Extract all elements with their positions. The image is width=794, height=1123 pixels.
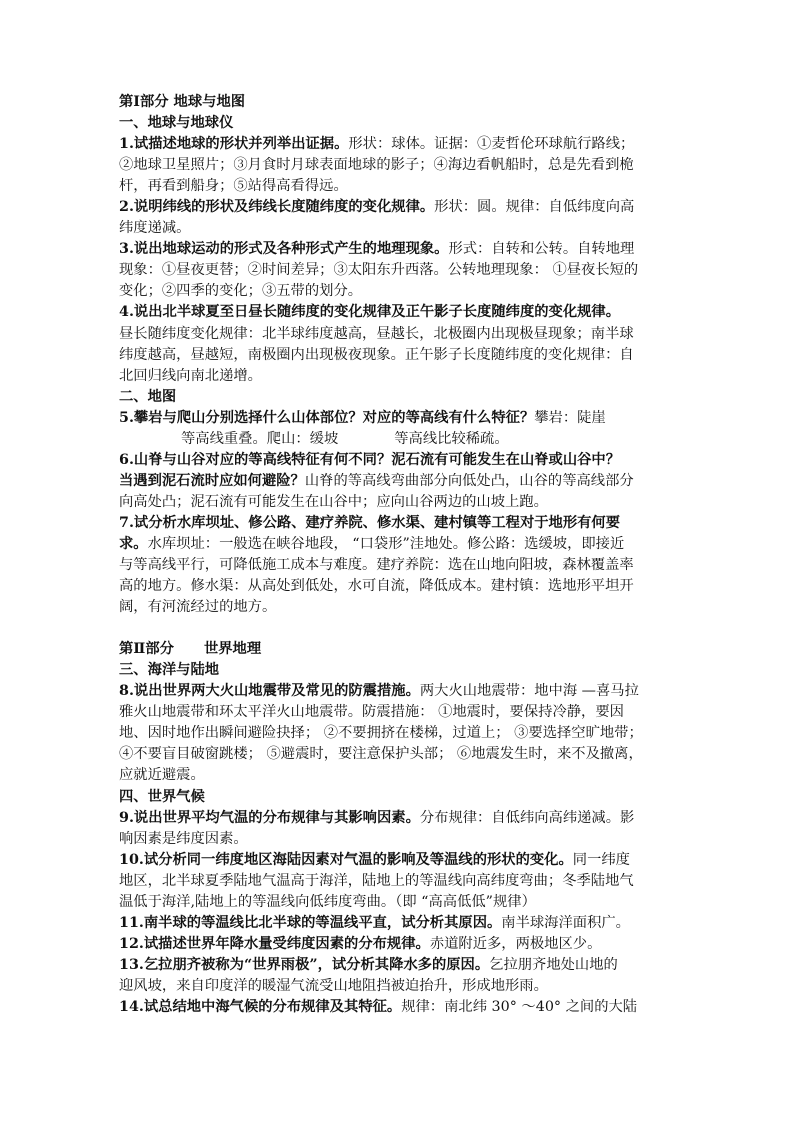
answer-line: ④不要盲目破窗跳楼； ⑤避震时，要注意保护头部； ⑥地震发生时，来不及撤离， — [119, 746, 643, 763]
answer-line: 地、因时地作出瞬间避险抉择； ②不要拥挤在楼梯，过道上； ③要选择空旷地带； — [119, 725, 643, 742]
answer-text: 山脊的等高线弯曲部分向低处凸，山谷的等高线部分 — [304, 472, 634, 489]
part-two-title — [119, 639, 679, 660]
question-13 — [119, 955, 679, 976]
answer-line: 现象：①昼夜更替；②时间差异；③太阳东升西落。公转地理现象： ①昼夜长短的 — [119, 262, 639, 279]
answer-line: 杆，再看到船身；⑤站得高看得远。 — [119, 178, 348, 195]
question-11 — [119, 913, 679, 934]
question-7: 7.试分析水库坝址、修公路、建疗养院、修水渠、建村镇等工程对于地形有何要 — [119, 514, 621, 531]
question-4: 4.说出北半球夏至日昼长随纬度的变化规律及正午影子长度随纬度的变化规律。 — [119, 304, 621, 321]
answer-text: 赤道附近多，两极地区少。 — [429, 935, 602, 952]
answer-line: 向高处凸；泥石流有可能发生在山谷中；应向山谷两边的山坡上跑。 — [119, 493, 548, 510]
answer-text: 分布规律：自低纬向高纬递减。影 — [419, 809, 635, 826]
answer-line: 响因素是纬度因素。 — [119, 830, 248, 847]
answer-line — [119, 534, 679, 555]
answer-text: 乞拉朋齐地处山地的 — [489, 956, 618, 973]
question-text: 1.试描述地球的形状并列举出证据。 — [119, 136, 349, 153]
question-9 — [119, 808, 679, 829]
question-text: 11.南半球的等温线比北半球的等温线平直，试分析其原因。 — [119, 914, 502, 931]
answer-line — [119, 471, 679, 492]
answer-text: 形状：圆。规律：自低纬度向高 — [434, 199, 635, 216]
question-12 — [119, 934, 679, 955]
answer-line: 与等高线平行，可降低施工成本与难度。建疗养院：选在山地向阳坡，森林覆盖率 — [119, 557, 634, 574]
answer-text: 形式：自转和公转。自转地理 — [448, 241, 635, 258]
section-heading: 二、地图 — [119, 388, 177, 405]
answer-line: 温低于海洋,陆地上的等温线向低纬度弯曲。（即 “高高低低”规律） — [119, 893, 536, 910]
section-heading: 一、地球与地球仪 — [119, 115, 234, 132]
question-10 — [119, 850, 679, 871]
answer-line: 应就近避震。 — [119, 767, 205, 784]
question-text: 12.试描述世界年降水量受纬度因素的分布规律。 — [119, 935, 430, 952]
question-text: 5.攀岩与爬山分别选择什么山体部位？对应的等高线有什么特征？ — [119, 409, 535, 426]
question-14 — [119, 997, 679, 1018]
question-text: 13.乞拉朋齐被称为“世界雨极”，试分析其降水多的原因。 — [119, 956, 490, 973]
answer-line: 地区，北半球夏季陆地气温高于海洋，陆地上的等温线向高纬度弯曲；冬季陆地气 — [119, 872, 634, 889]
answer-line: 阔，有河流经过的地方。 — [119, 599, 277, 616]
answer-line — [119, 429, 679, 450]
question-3 — [119, 239, 679, 260]
answer-text: 同一纬度 — [572, 851, 630, 868]
answer-text: 两大火山地震带：地中海 —喜马拉 — [419, 683, 639, 700]
answer-text: 规律：南北纬 30° ～40° 之间的大陆 — [401, 998, 638, 1015]
question-text: 14.试总结地中海气候的分布规律及其特征。 — [119, 998, 402, 1015]
answer-line: 变化；②四季的变化；③五带的划分。 — [119, 283, 363, 300]
answer-line: 纬度递减。 — [119, 220, 191, 237]
question-8 — [119, 681, 679, 702]
question-text: 2.说明纬线的形状及纬线长度随纬度的变化规律。 — [119, 199, 435, 216]
part-one-title: 第Ⅰ部分 地球与地图 — [119, 94, 246, 110]
document-page — [119, 92, 679, 1018]
question-text: 3.说出地球运动的形式及各种形式产生的地理现象。 — [119, 241, 449, 258]
question-text: 8.说出世界两大火山地震带及常见的防震措施。 — [119, 683, 420, 700]
answer-line: 北回归线向南北递增。 — [119, 367, 262, 384]
answer-line: 雅火山地震带和环太平洋火山地震带。防震措施： ①地震时，要保持冷静，要因 — [119, 704, 624, 721]
question-5 — [119, 408, 679, 429]
question-text: 求。 — [119, 535, 148, 552]
answer-text: 等高线重叠。爬山：缓坡 — [181, 430, 339, 447]
answer-text: 等高线比较稀疏。 — [394, 430, 509, 447]
answer-line: 迎风坡，来自印度洋的暖湿气流受山地阻挡被迫抬升，形成地形雨。 — [119, 977, 548, 994]
spacer — [119, 618, 679, 639]
part-name: 世界地理 — [203, 641, 262, 658]
question-2 — [119, 197, 679, 218]
answer-text: 南半球海洋面积广。 — [501, 914, 630, 931]
answer-line: 昼长随纬度变化规律：北半球纬度越高，昼越长，北极圈内出现极昼现象；南半球 — [119, 325, 634, 342]
answer-text: 形状：球体。证据：①麦哲伦环球航行路线； — [348, 136, 635, 153]
section-heading: 三、海洋与陆地 — [119, 662, 220, 679]
answer-line: ②地球卫星照片；③月食时月球表面地球的影子；④海边看帆船时，总是先看到桅 — [119, 157, 634, 174]
question-1 — [119, 134, 679, 155]
answer-line: 纬度越高，昼越短，南极圈内出现极夜现象。正午影子长度随纬度的变化规律：自 — [119, 346, 634, 363]
question-text: 9.说出世界平均气温的分布规律与其影响因素。 — [119, 809, 420, 826]
answer-text: 水库坝址：一般选在峡谷地段， “口袋形”洼地处。修公路：选缓坡，即接近 — [147, 535, 625, 552]
question-6: 6.山脊与山谷对应的等高线特征有何不同？泥石流有可能发生在山脊或山谷中？ — [119, 451, 621, 468]
section-heading: 四、世界气候 — [119, 788, 205, 805]
question-text: 10.试分析同一纬度地区海陆因素对气温的影响及等温线的形状的变化。 — [119, 851, 573, 868]
question-text: 当遇到泥石流时应如何避险？ — [119, 472, 305, 489]
answer-text: 攀岩：陡崖 — [534, 409, 606, 426]
part-label: 第Ⅱ部分 — [119, 641, 174, 658]
answer-line: 高的地方。修水渠：从高处到低处，水可自流，降低成本。建村镇：选地形平坦开 — [119, 578, 634, 595]
